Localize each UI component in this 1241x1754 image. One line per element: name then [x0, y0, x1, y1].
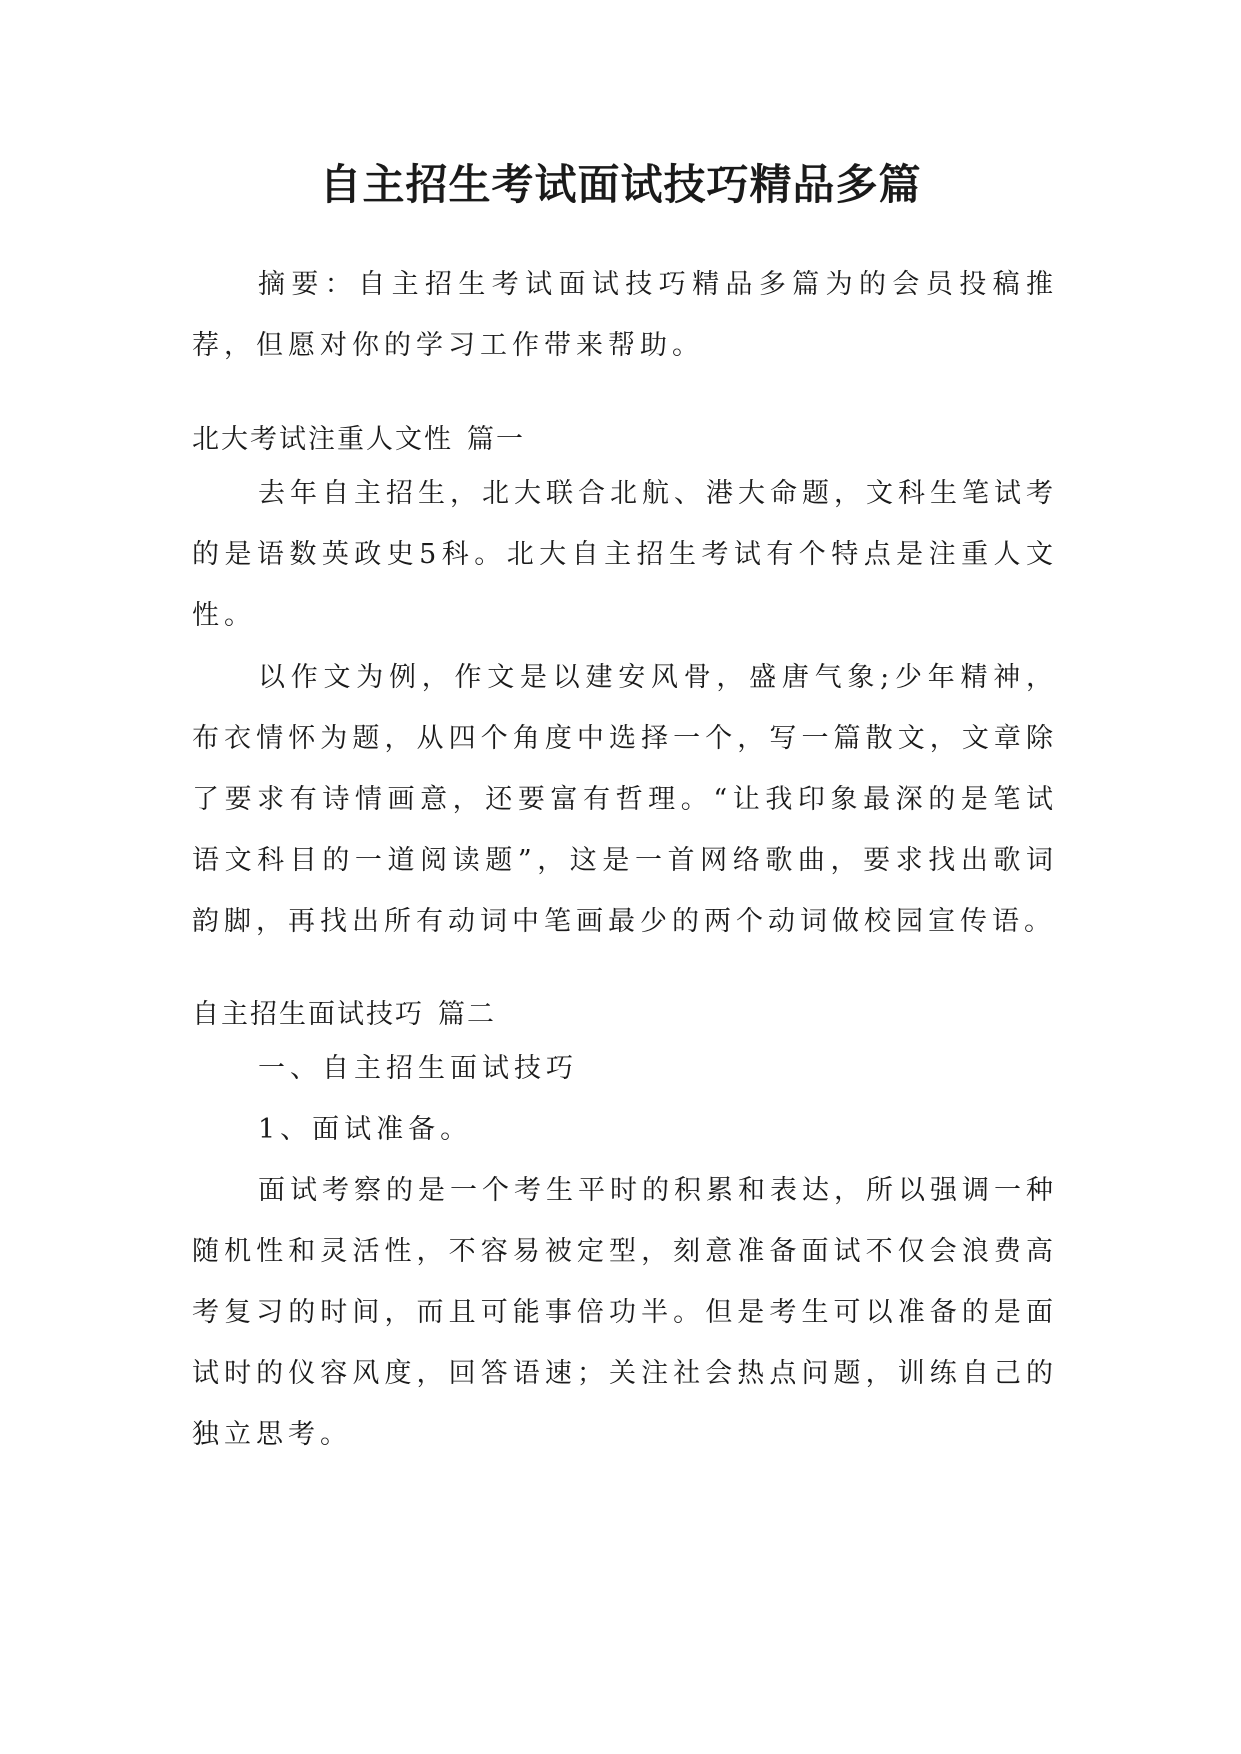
abstract-paragraph: 摘要：自主招生考试面试技巧精品多篇为的会员投稿推荐，但愿对你的学习工作带来帮助。 [192, 269, 1058, 361]
section-1-paragraph-1: 去年自主招生，北大联合北航、港大命题，文科生笔试考的是语数英政史5科。北大自主招生考试有个特点是注重人文性。 [192, 478, 1058, 631]
section-1-heading-text: 北大考试注重人文性 [192, 424, 453, 455]
section-2-part-label: 篇二 [438, 999, 496, 1030]
document-title: 自主招生考试面试技巧精品多篇 [319, 160, 922, 209]
section-2-heading-text: 自主招生面试技巧 [192, 999, 424, 1030]
section-2-item-1: 1、面试准备。 [258, 1114, 473, 1145]
section-1-heading [192, 420, 525, 460]
section-2-paragraph-1: 面试考察的是一个考生平时的积累和表达，所以强调一种随机性和灵活性，不容易被定型，刻意准备面试不仅会浪费高考复习的时间，而且可能事倍功半。但是考生可以准备的是面试时的仪容风度，回答语速；关注社会热点问题，训练自己的独立思考。 [192, 1175, 1058, 1450]
section-1-paragraph-2: 以作文为例，作文是以建安风骨，盛唐气象;少年精神，布衣情怀为题，从四个角度中选择一个，写一篇散文，文章除了要求有诗情画意，还要富有哲理。“让我印象最深的是笔试语文科目的一道阅读题”，这是一首网络歌曲，要求找出歌词韵脚，再找出所有动词中笔画最少的两个动词做校园宣传语。 [192, 662, 1058, 937]
section-1-part-label: 篇一 [467, 424, 525, 455]
section-2-heading [192, 995, 496, 1035]
section-2-subheading: 一、自主招生面试技巧 [258, 1053, 578, 1084]
